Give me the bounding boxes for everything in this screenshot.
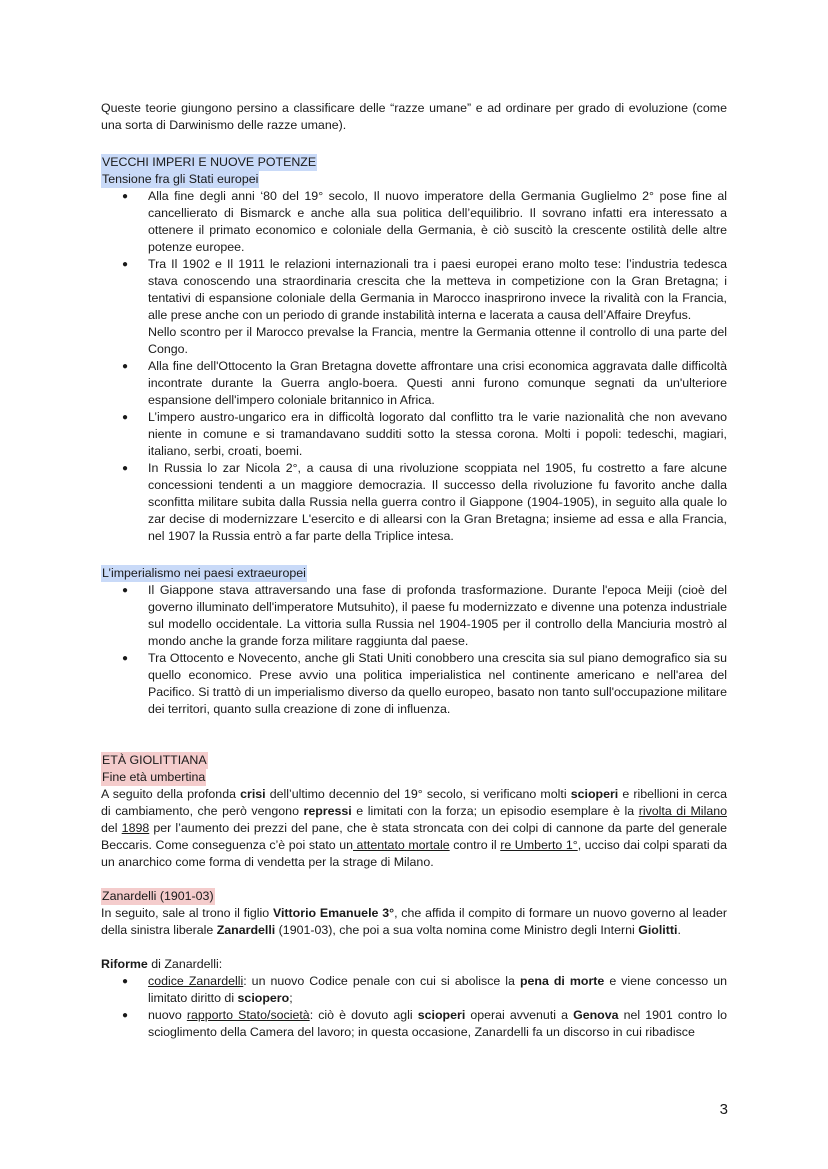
bullet-icon: ● [122,259,129,270]
bullet-icon: ● [122,653,129,664]
list-item-continuation: Nello scontro per il Marocco prevalse la Francia, mentre la Germania ottenne il controllo di una parte del Congo. [148,325,727,356]
bullet-list-riforme [101,973,727,1041]
list-item: ● Alla fine degli anni ‘80 del 19° secolo, Il nuovo imperatore della Germania Guglielmo 2° pose fine al cancellierato di Bismarck e anche alla sua politica dell’equilibrio. Il sovrano infatti era interessato a ottenere il primato economico e coloniale della Germania, è ciò suscitò la crescente ostilità delle altre potenze europee. [122,189,727,254]
list-item: ● Tra Il 1902 e Il 1911 le relazioni internazionali tra i paesi europei erano molto tese: l’industria tedesca stava conoscendo una straordinaria crescita che la metteva in competizione con la Gran Bretagna; i tentativi di espansione coloniale della Germania in Marocco inasprirono invece la rivalità con la Francia, alle prese anche con un periodo di grande instabilità interna e lacerata a causa dell’Affaire Dreyfus. Nello scontro per il Marocco prevalse la Francia, mentre la Germania ottenne il controllo di una parte del Congo. [122,257,727,356]
list-item: ● Il Giappone stava attraversando una fase di profonda trasformazione. Durante l'epoca Meiji (cioè del governo illuminato dell'imperatore Mutsuhito), il paese fu modernizzato e divenne una potenza industriale sul modello occidentale. La vittoria sulla Russia nel 1904-1905 per il controllo della Manciuria mostrò al mondo anche la grande forza militare raggiunta dal paese. [122,583,727,648]
bullet-icon: ● [122,191,129,202]
list-item: ● Alla fine dell'Ottocento la Gran Bretagna dovette affrontare una crisi economica aggravata dalle difficoltà incontrate durante la Guerra anglo-boera. Questi anni furono comunque segnati da un'ulteriore espansione dell'impero coloniale britannico in Africa. [122,359,727,407]
section-title-imperialismo: L’imperialismo nei paesi extraeuropei [102,566,306,580]
bullet-icon: ● [122,585,129,596]
section-title-zanardelli: Zanardelli (1901-03) [102,889,214,903]
bullet-list-stati-europei [101,188,727,545]
bullet-icon: ● [122,1010,129,1021]
section-title-eta-giolittiana: ETÀ GIOLITTIANA [102,753,207,767]
section-subtitle-tensione: Tensione fra gli Stati europei [102,172,259,186]
section-title-vecchi-imperi: VECCHI IMPERI E NUOVE POTENZE [102,155,317,169]
list-item: ● nuovo rapporto Stato/società: ciò è dovuto agli scioperi operai avvenuti a Genova nel 1901 contro lo scioglimento della Camera del lavoro; in questa occasione, Zanardelli fa un discorso in cui ribadisce [122,1008,727,1039]
paragraph-zanardelli: In seguito, sale al trono il figlio Vittorio Emanuele 3°, che affida il compito di formare un nuovo governo al leader della sinistra liberale Zanardelli (1901-03), che poi a sua volta nomina come Ministro degli Interni Giolitti. [101,906,727,937]
intro-paragraph: Queste teorie giungono persino a classificare delle “razze umane” e ad ordinare per grado di evoluzione (come una sorta di Darwinismo delle razze umane). [101,101,727,132]
riforme-heading: Riforme di Zanardelli: [101,957,223,971]
list-item: ● Tra Ottocento e Novecento, anche gli Stati Uniti conobbero una crescita sia sul piano demografico sia su quello economico. Prese avvio una politica imperialistica nel continente americano e nell'area del Pacifico. Si trattò di un imperialismo diverso da quello europeo, basato non tanto sull'occupazione militare dei territori, quanto sulla creazione di zone di influenza. [122,651,727,716]
bullet-list-extraeuropei [101,582,727,718]
bullet-icon: ● [122,361,129,372]
section-subtitle-eta-umbertina: Fine età umbertina [102,770,206,784]
bullet-icon: ● [122,463,129,474]
paragraph-fine-eta-umbertina: A seguito della profonda crisi dell’ultimo decennio del 19° secolo, si verificano molti scioperi e ribellioni in cerca di cambiamento, che però vengono repressi e limitati con la forza; un episodio esemplare è la rivolta di Milano del 1898 per l’aumento dei prezzi del pane, che è stata stroncata con dei colpi di cannone da parte del generale Beccaris. Come conseguenza c’è poi stato un attentato mortale contro il re Umberto 1°, ucciso dai colpi sparati da un anarchico come forma di vendetta per la strage di Milano. [101,787,728,869]
list-item: ● codice Zanardelli: un nuovo Codice penale con cui si abolisce la pena di morte e viene concesso un limitato diritto di sciopero; [122,974,727,1005]
bullet-icon: ● [122,976,129,987]
list-item: ● L’impero austro-ungarico era in difficoltà logorato dal conflitto tra le varie nazionalità che non avevano niente in comune e si tramandavano sudditi sotto la stessa corona. Molti i popoli: tedeschi, magiari, italiano, serbi, croati, boemi. [122,410,727,458]
list-item: ● In Russia lo zar Nicola 2°, a causa di una rivoluzione scoppiata nel 1905, fu costretto a fare alcune concessioni tendenti a un maggiore democrazia. Il successo della rivoluzione fu favorito anche dalla sconfitta militare subita dalla Russia nella guerra contro il Giappone (1904-1905), in seguito alla quale lo zar decise di modernizzare L'esercito e di allearsi con la Gran Bretagna; insieme ad essa e alla Francia, nel 1907 la Russia entrò a far parte della Triplice intesa. [122,461,727,543]
bullet-icon: ● [122,412,129,423]
document-page [101,100,727,1041]
page-number: 3 [719,1101,728,1118]
